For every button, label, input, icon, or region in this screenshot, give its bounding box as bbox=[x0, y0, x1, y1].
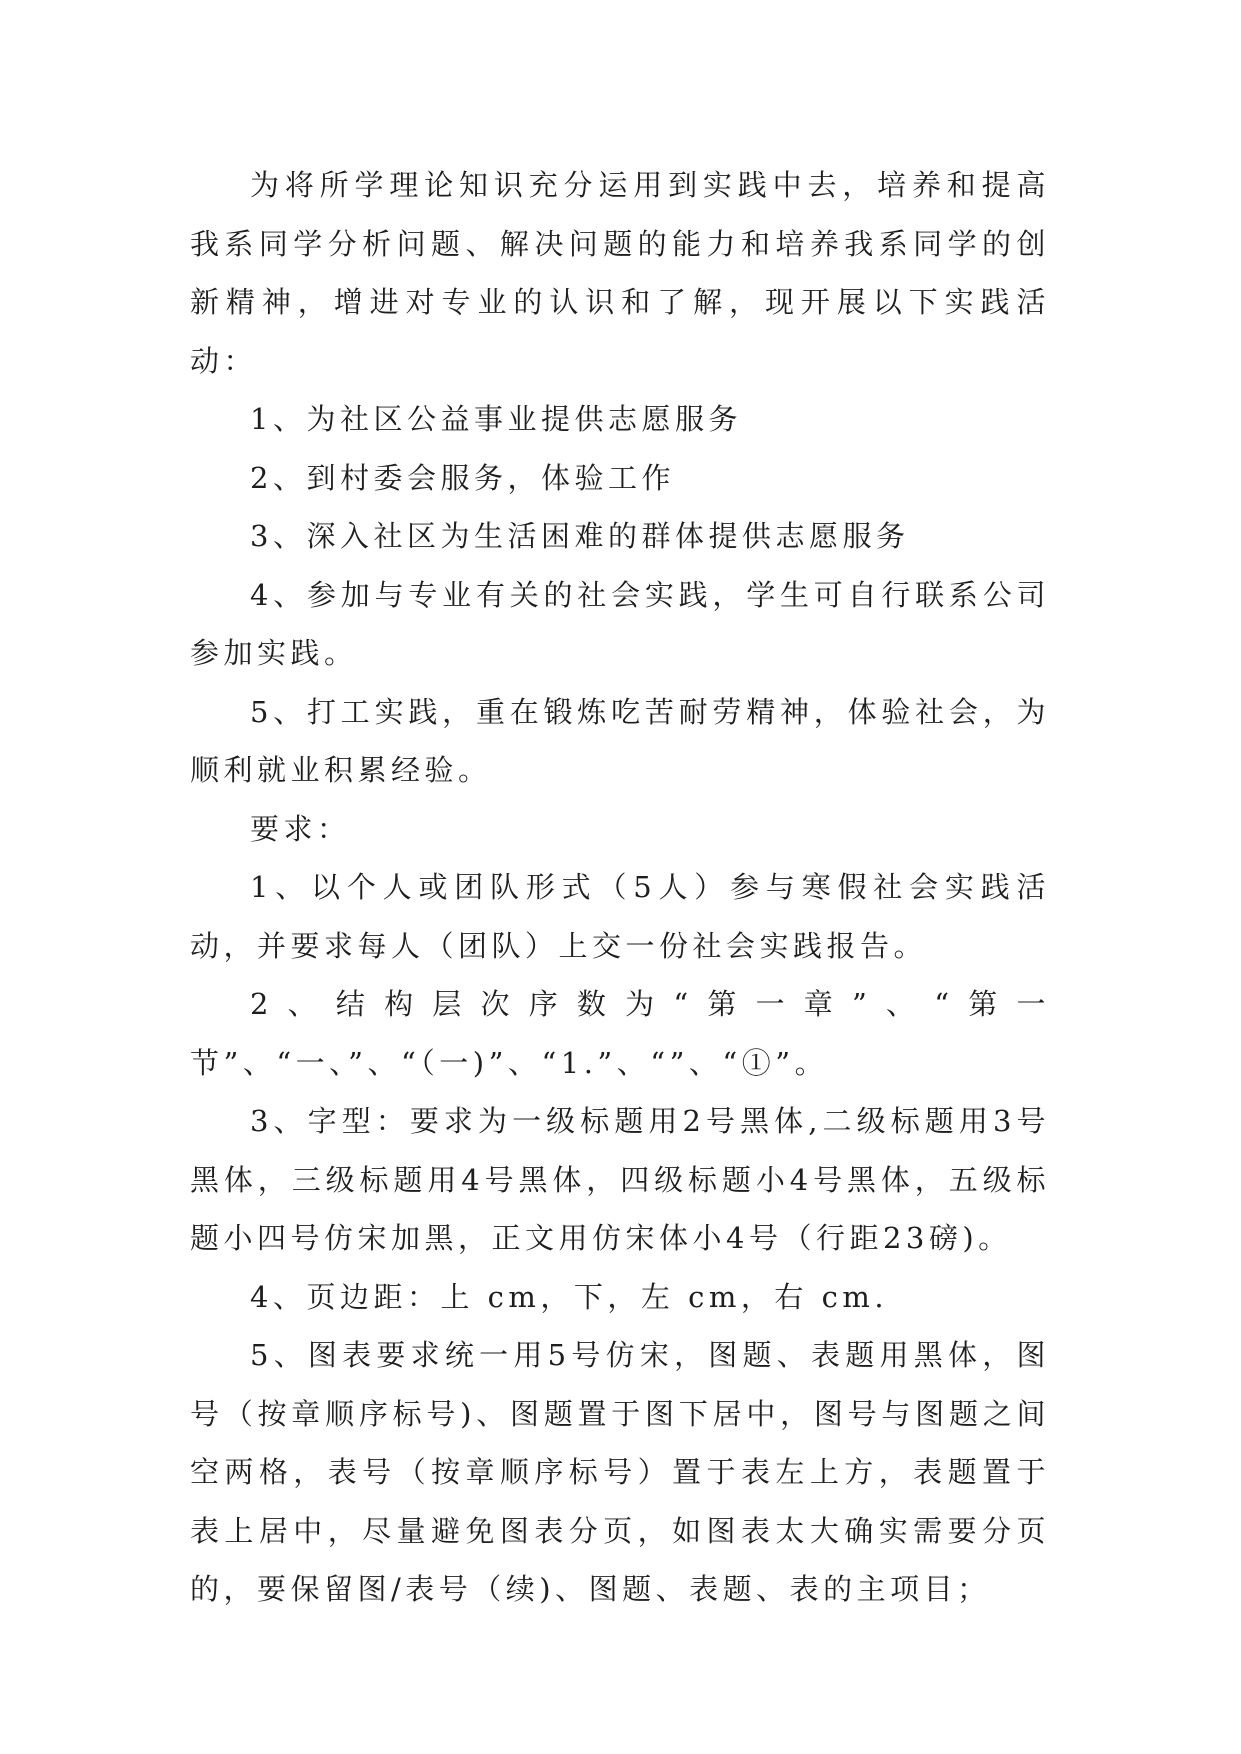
activity-item-3: 3、深入社区为生活困难的群体提供志愿服务 bbox=[250, 519, 910, 553]
requirements-heading: 要求： bbox=[250, 811, 351, 846]
activity-item-4: 4、参加与专业有关的社会实践，学生可自行联系公司参加实践。 bbox=[190, 577, 1050, 670]
requirement-item-4: 4、页边距：上 cm，下，左 cm，右 cm. bbox=[250, 1279, 889, 1314]
requirement-item-5: 5、图表要求统一用5号仿宋，图题、表题用黑体，图号（按章顺序标号)、图题置于图下居中，图号与图题之间空两格，表号（按章顺序标号）置于表左上方，表题置于表上居中，尽量避免图表分页，如图表太大确实需要分页的，要保留图/表号（续)、图题、表题、表的主项目； bbox=[190, 1338, 1050, 1606]
document-body bbox=[190, 156, 1050, 1619]
requirement-item-2: 2、结构层次序数为“第一章”、“第一节”、“一、”、“（一)”、“1.”、“”、“①”。 bbox=[190, 987, 1050, 1080]
activity-item-5: 5、打工实践，重在锻炼吃苦耐劳精神，体验社会，为顺利就业积累经验。 bbox=[190, 694, 1050, 787]
requirement-item-1: 1、以个人或团队形式（5人）参与寒假社会实践活动，并要求每人（团队）上交一份社会实践报告。 bbox=[190, 870, 1050, 963]
intro-paragraph: 为将所学理论知识充分运用到实践中去，培养和提高我系同学分析问题、解决问题的能力和培养我系同学的创新精神，增进对专业的认识和了解，现开展以下实践活动： bbox=[190, 168, 1050, 378]
activity-item-2: 2、到村委会服务，体验工作 bbox=[250, 460, 675, 495]
requirement-item-3: 3、字型：要求为一级标题用2号黑体,二级标题用3号黑体，三级标题用4号黑体，四级标题小4号黑体，五级标题小四号仿宋加黑，正文用仿宋体小4号（行距23磅)。 bbox=[190, 1104, 1050, 1255]
activity-item-1: 1、为社区公益事业提供志愿服务 bbox=[250, 402, 742, 436]
